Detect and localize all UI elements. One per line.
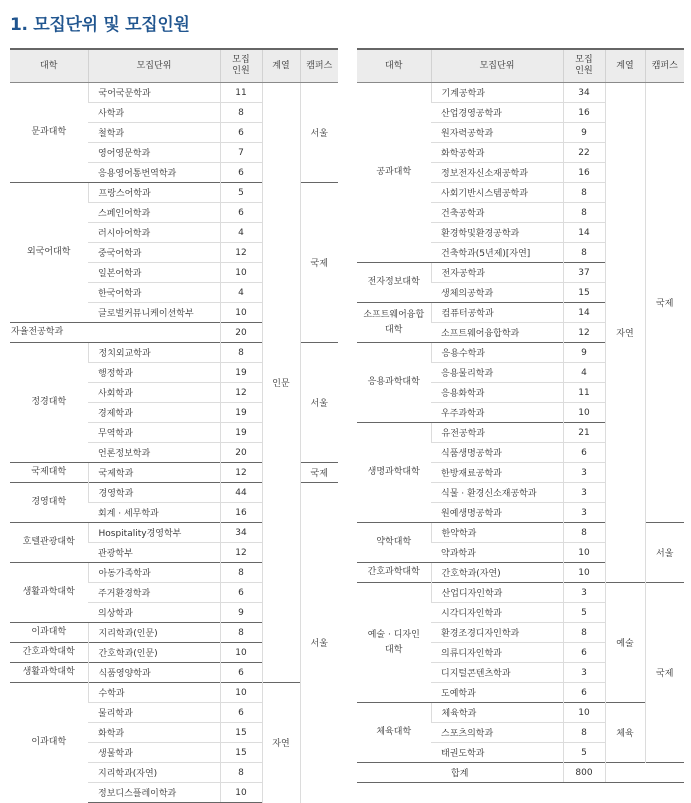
unit-cell: 식품생명공학과	[431, 443, 563, 463]
header-college: 대학	[357, 49, 431, 83]
quota-cell: 4	[220, 283, 262, 303]
quota-cell: 5	[563, 603, 605, 623]
quota-table-right	[357, 48, 684, 783]
unit-cell: 기계공학과	[431, 83, 563, 103]
unit-cell: 국제학과	[88, 463, 220, 483]
quota-cell: 6	[220, 663, 262, 683]
unit-cell: 의류디자인학과	[431, 643, 563, 663]
quota-cell: 10	[563, 703, 605, 723]
quota-cell: 20	[220, 323, 262, 343]
quota-cell: 6	[563, 643, 605, 663]
quota-cell: 8	[220, 343, 262, 363]
campus-cell: 국제	[300, 183, 338, 343]
unit-cell: 도예학과	[431, 683, 563, 703]
unit-cell: 응용수학과	[431, 343, 563, 363]
quota-cell: 44	[220, 483, 262, 503]
unit-cell: 간호학과(인문)	[88, 643, 220, 663]
quota-cell: 8	[220, 763, 262, 783]
header-row	[10, 49, 338, 83]
quota-cell: 7	[220, 143, 262, 163]
college-cell: 이과대학	[10, 623, 88, 643]
quota-cell: 16	[220, 503, 262, 523]
quota-cell: 6	[220, 203, 262, 223]
header-unit: 모집단위	[88, 49, 220, 83]
unit-cell: 건축공학과	[431, 203, 563, 223]
unit-cell: 약과학과	[431, 543, 563, 563]
track-cell: 체육	[605, 703, 645, 763]
unit-cell: 체육학과	[431, 703, 563, 723]
quota-cell: 21	[563, 423, 605, 443]
unit-cell: 물리학과	[88, 703, 220, 723]
quota-cell: 5	[220, 183, 262, 203]
quota-cell: 10	[563, 563, 605, 583]
quota-table-left	[10, 48, 338, 803]
college-cell: 예술 · 디자인 대학	[357, 583, 431, 703]
quota-cell: 8	[563, 723, 605, 743]
track-cell: 예술	[605, 583, 645, 703]
college-cell: 간호과학대학	[357, 563, 431, 583]
unit-cell: 수학과	[88, 683, 220, 703]
quota-cell: 34	[220, 523, 262, 543]
unit-cell: 산업경영공학과	[431, 103, 563, 123]
header-college: 대학	[10, 49, 88, 83]
quota-cell: 8	[563, 623, 605, 643]
quota-cell: 8	[563, 203, 605, 223]
unit-cell: 지리학과(자연)	[88, 763, 220, 783]
unit-cell: 간호학과(자연)	[431, 563, 563, 583]
header-campus: 캠퍼스	[300, 49, 338, 83]
unit-cell: 정치외교학과	[88, 343, 220, 363]
unit-cell: 사회학과	[88, 383, 220, 403]
quota-cell: 19	[220, 363, 262, 383]
quota-cell: 9	[220, 603, 262, 623]
unit-cell: 관광학부	[88, 543, 220, 563]
unit-cell: 원자력공학과	[431, 123, 563, 143]
college-cell: 이과대학	[10, 683, 88, 803]
header-row	[357, 49, 684, 83]
college-cell: 생명과학대학	[357, 423, 431, 523]
unit-cell: 회계 · 세무학과	[88, 503, 220, 523]
unit-cell: Hospitality경영학부	[88, 523, 220, 543]
campus-cell: 서울	[645, 523, 684, 583]
unit-cell: 러시아어학과	[88, 223, 220, 243]
unit-cell: 주거환경학과	[88, 583, 220, 603]
campus-cell: 국제	[645, 83, 684, 523]
header-quota: 모집 인원	[220, 49, 262, 83]
college-cell: 전자정보대학	[357, 263, 431, 303]
college-cell: 간호과학대학	[10, 643, 88, 663]
quota-cell: 6	[220, 583, 262, 603]
track-cell: 인문	[262, 83, 300, 683]
quota-cell: 3	[563, 503, 605, 523]
quota-cell: 8	[220, 623, 262, 643]
quota-cell: 34	[563, 83, 605, 103]
unit-cell: 우주과학과	[431, 403, 563, 423]
unit-cell: 식물 · 환경신소재공학과	[431, 483, 563, 503]
unit-cell: 생물학과	[88, 743, 220, 763]
unit-cell: 의상학과	[88, 603, 220, 623]
quota-cell: 10	[563, 403, 605, 423]
table-row	[357, 583, 684, 603]
unit-cell: 정보디스플레이학과	[88, 783, 220, 803]
quota-cell: 6	[220, 703, 262, 723]
header-track: 계열	[262, 49, 300, 83]
unit-cell: 사학과	[88, 103, 220, 123]
campus-cell: 서울	[300, 83, 338, 183]
quota-cell: 15	[563, 283, 605, 303]
total-row	[357, 763, 684, 783]
header-unit: 모집단위	[431, 49, 563, 83]
unit-cell: 프랑스어학과	[88, 183, 220, 203]
college-cell: 소프트웨어융합 대학	[357, 303, 431, 343]
unit-cell: 환경조경디자인학과	[431, 623, 563, 643]
unit-cell: 태권도학과	[431, 743, 563, 763]
unit-cell: 중국어학과	[88, 243, 220, 263]
unit-cell: 정보전자신소재공학과	[431, 163, 563, 183]
quota-cell: 3	[563, 463, 605, 483]
quota-cell: 14	[563, 223, 605, 243]
total-blank	[605, 763, 684, 783]
quota-cell: 19	[220, 423, 262, 443]
quota-cell: 12	[220, 543, 262, 563]
unit-cell: 스포츠의학과	[431, 723, 563, 743]
unit-cell: 한약학과	[431, 523, 563, 543]
quota-cell: 9	[563, 343, 605, 363]
quota-cell: 8	[563, 243, 605, 263]
unit-cell: 철학과	[88, 123, 220, 143]
quota-cell: 10	[220, 683, 262, 703]
quota-cell: 10	[220, 263, 262, 283]
track-cell: 자연	[605, 83, 645, 583]
unit-cell: 언론정보학과	[88, 443, 220, 463]
quota-cell: 37	[563, 263, 605, 283]
quota-cell: 6	[220, 123, 262, 143]
unit-cell: 경영학과	[88, 483, 220, 503]
college-cell: 외국어대학	[10, 183, 88, 323]
unit-cell: 한국어학과	[88, 283, 220, 303]
unit-cell: 글로벌커뮤니케이션학부	[88, 303, 220, 323]
quota-cell: 10	[563, 543, 605, 563]
quota-cell: 11	[563, 383, 605, 403]
quota-cell: 10	[220, 303, 262, 323]
quota-cell: 11	[220, 83, 262, 103]
quota-cell: 6	[563, 683, 605, 703]
unit-cell: 영어영문학과	[88, 143, 220, 163]
quota-cell: 15	[220, 723, 262, 743]
total-value: 800	[563, 763, 605, 783]
unit-cell: 응용물리학과	[431, 363, 563, 383]
page-title: 1. 모집단위 및 모집인원	[10, 15, 190, 35]
unit-cell: 국어국문학과	[88, 83, 220, 103]
table-row	[10, 683, 338, 703]
college-cell: 경영대학	[10, 483, 88, 523]
quota-cell: 14	[563, 303, 605, 323]
unit-cell: 일본어학과	[88, 263, 220, 283]
college-cell: 생활과학대학	[10, 663, 88, 683]
quota-cell: 8	[563, 183, 605, 203]
quota-cell: 10	[220, 643, 262, 663]
unit-cell: 행정학과	[88, 363, 220, 383]
unit-cell: 환경학및환경공학과	[431, 223, 563, 243]
unit-cell: 무역학과	[88, 423, 220, 443]
table-row	[357, 703, 684, 723]
campus-cell: 서울	[300, 483, 338, 803]
unit-cell: 응용화학과	[431, 383, 563, 403]
quota-cell: 12	[563, 323, 605, 343]
quota-cell: 20	[220, 443, 262, 463]
quota-cell: 22	[563, 143, 605, 163]
unit-cell: 디지털콘텐츠학과	[431, 663, 563, 683]
header-quota: 모집 인원	[563, 49, 605, 83]
quota-cell: 3	[563, 663, 605, 683]
college-cell: 체육대학	[357, 703, 431, 763]
college-cell: 정경대학	[10, 343, 88, 463]
college-cell: 공과대학	[357, 83, 431, 263]
quota-cell: 19	[220, 403, 262, 423]
quota-cell: 10	[220, 783, 262, 803]
college-cell: 응용과학대학	[357, 343, 431, 423]
campus-cell: 국제	[645, 583, 684, 763]
quota-cell: 8	[220, 563, 262, 583]
quota-cell: 3	[563, 583, 605, 603]
campus-cell: 국제	[300, 463, 338, 483]
quota-cell: 8	[563, 523, 605, 543]
quota-cell: 6	[563, 443, 605, 463]
unit-cell: 사회기반시스템공학과	[431, 183, 563, 203]
quota-cell: 4	[220, 223, 262, 243]
college-cell: 자율전공학과	[10, 323, 220, 343]
unit-cell: 화학과	[88, 723, 220, 743]
unit-cell: 아동가족학과	[88, 563, 220, 583]
quota-cell: 5	[563, 743, 605, 763]
unit-cell: 건축학과(5년제)[자연]	[431, 243, 563, 263]
quota-cell: 9	[563, 123, 605, 143]
unit-cell: 식품영양학과	[88, 663, 220, 683]
unit-cell: 스페인어학과	[88, 203, 220, 223]
college-cell: 국제대학	[10, 463, 88, 483]
unit-cell: 원예생명공학과	[431, 503, 563, 523]
quota-cell: 3	[563, 483, 605, 503]
quota-cell: 16	[563, 103, 605, 123]
college-cell: 문과대학	[10, 83, 88, 183]
unit-cell: 시각디자인학과	[431, 603, 563, 623]
unit-cell: 소프트웨어융합학과	[431, 323, 563, 343]
table-row	[10, 83, 338, 103]
unit-cell: 컴퓨터공학과	[431, 303, 563, 323]
college-cell: 약학대학	[357, 523, 431, 563]
quota-cell: 12	[220, 463, 262, 483]
quota-cell: 8	[220, 103, 262, 123]
unit-cell: 지리학과(인문)	[88, 623, 220, 643]
quota-cell: 12	[220, 243, 262, 263]
quota-cell: 12	[220, 383, 262, 403]
unit-cell: 산업디자인학과	[431, 583, 563, 603]
unit-cell: 응용영어통번역학과	[88, 163, 220, 183]
total-label: 합계	[357, 763, 563, 783]
track-cell: 자연	[262, 683, 300, 803]
quota-cell: 15	[220, 743, 262, 763]
quota-cell: 16	[563, 163, 605, 183]
unit-cell: 생체의공학과	[431, 283, 563, 303]
unit-cell: 경제학과	[88, 403, 220, 423]
unit-cell: 전자공학과	[431, 263, 563, 283]
campus-cell: 서울	[300, 343, 338, 463]
quota-cell: 6	[220, 163, 262, 183]
college-cell: 생활과학대학	[10, 563, 88, 623]
header-campus: 캠퍼스	[645, 49, 684, 83]
college-cell: 호텔관광대학	[10, 523, 88, 563]
unit-cell: 유전공학과	[431, 423, 563, 443]
table-row	[357, 83, 684, 103]
unit-cell: 화학공학과	[431, 143, 563, 163]
header-track: 계열	[605, 49, 645, 83]
quota-cell: 4	[563, 363, 605, 383]
unit-cell: 한방재료공학과	[431, 463, 563, 483]
